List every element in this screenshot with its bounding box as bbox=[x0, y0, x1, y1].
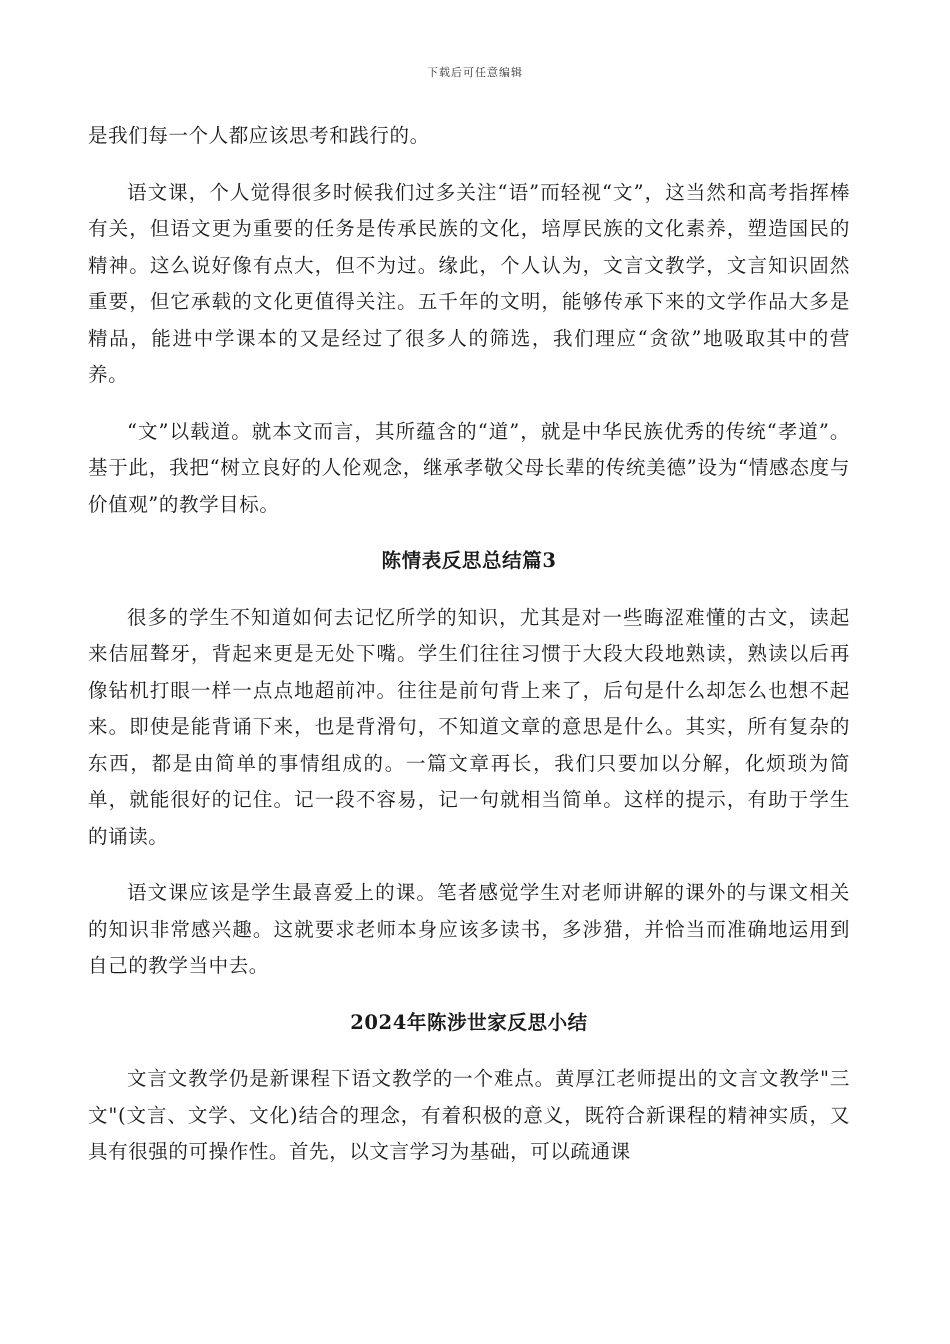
section-heading-chenqingbiao: 陈情表反思总结篇3 bbox=[381, 549, 557, 572]
paragraph-classical-teaching: 文言文教学仍是新课程下语文教学的一个难点。黄厚江老师提出的文言文教学"三文"(文言、文学、文化)结合的理念，有着积极的意义，既符合新课程的精神实质，又具有很强的可操作性。首先，以文言学习为基础，可以疏通课 bbox=[88, 1067, 850, 1163]
paragraph-favorite-class: 语文课应该是学生最喜爱上的课。笔者感觉学生对老师讲解的课外的与课文相关的知识非常感兴趣。这就要求老师本身应该多读书，多涉猎，并恰当而准确地运用到自己的教学当中去。 bbox=[88, 881, 850, 977]
section-heading-chenshe: 2024年陈涉世家反思小结 bbox=[350, 1010, 588, 1034]
paragraph-gap bbox=[88, 580, 850, 600]
paragraph-gap bbox=[88, 855, 850, 875]
paragraph-chinese-class: 语文课，个人觉得很多时候我们过多关注“语”而轻视“文”，这当然和高考指挥棒有关，但语文更为重要的任务是传承民族的文化，培厚民族的文化素养，塑造国民的精神。这么说好像有点大，但不为过。缘此，个人认为，文言文教学，文言知识固然重要，但它承载的文化更值得关注。五千年的文明，能够传承下来的文学作品大多是精品，能进中学课本的又是经过了很多人的筛选，我们理应“贪欲”地吸取其中的营养。 bbox=[88, 180, 850, 386]
paragraph-gap bbox=[88, 155, 850, 175]
page-header: 下载后可任意编辑 bbox=[427, 66, 523, 79]
paragraph-gap bbox=[88, 985, 850, 1005]
paragraph-wen-yi-zai-dao: “文”以载道。就本文而言，其所蕴含的“道”，就是中华民族优秀的传统“孝道”。基于此，我把“树立良好的人伦观念，继承孝敬父母长辈的传统美德”设为“情感态度与价值观”的教学目标。 bbox=[88, 419, 850, 516]
paragraph-continuation: 是我们每一个人都应该思考和践行的。 bbox=[88, 124, 430, 147]
paragraph-memorization: 很多的学生不知道如何去记忆所学的知识，尤其是对一些晦涩难懂的古文，读起来佶屈聱牙，背起来更是无处下嘴。学生们往往习惯于大段大段地熟读，熟读以后再像钻机打眼一样一点点地超前冲。往往是前句背上来了，后句是什么却怎么也想不起来。即使是能背诵下来，也是背滑句，不知道文章的意思是什么。其实，所有复杂的东西，都是由简单的事情组成的。一篇文章再长，我们只要加以分解，化烦琐为简单，就能很好的记住。记一段不容易，记一句就相当简单。这样的提示，有助于学生的诵读。 bbox=[88, 605, 850, 848]
paragraph-gap bbox=[88, 1041, 850, 1061]
paragraph-gap bbox=[88, 394, 850, 414]
paragraph-gap bbox=[88, 523, 850, 543]
document-body bbox=[88, 118, 850, 1171]
